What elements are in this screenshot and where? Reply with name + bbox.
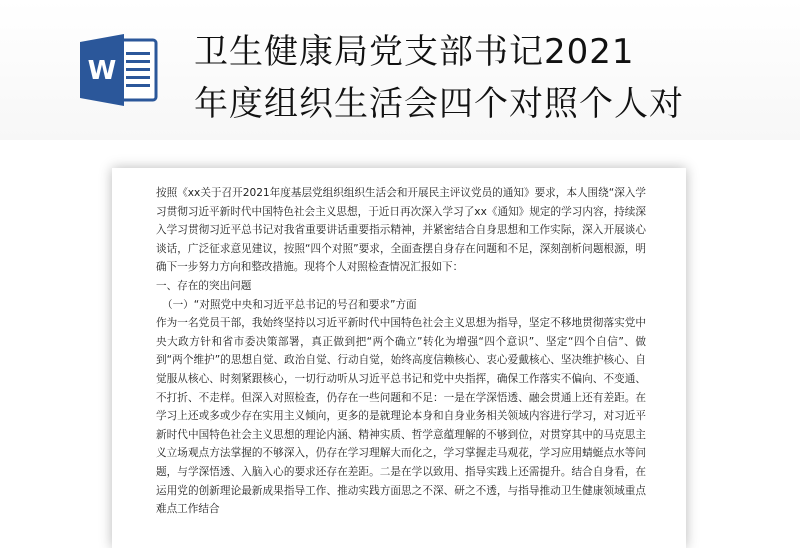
header-banner bbox=[0, 0, 800, 140]
intro-paragraph: 按照《xx关于召开2021年度基层党组织组织生活会和开展民主评议党员的通知》要求，本人围绕“深入学习贯彻习近平新时代中国特色社会主义思想，于近日再次深入学习了xx《通知》规定的学习内容，持续深入学习贯彻习近平总书记对我省重要讲话重要指示精神，并紧密结合自身思想和工作实际，深入开展谈心谈话，广泛征求意见建议，按照“四个对照”要求，全面查摆自身存在问题和不足，深刻剖析问题根源，明确下一步努力方向和整改措施。现将个人对照检查情况汇报如下： bbox=[156, 187, 646, 274]
title-line-2: 年度组织生活会四个对照个人对 bbox=[194, 84, 684, 124]
word-document-icon bbox=[78, 30, 164, 110]
word-icon-letter: W bbox=[87, 56, 117, 86]
document-body bbox=[156, 184, 646, 519]
title-line-1: 卫生健康局党支部书记2021 bbox=[194, 32, 635, 72]
body-paragraph: 作为一名党员干部，我始终坚持以习近平新时代中国特色社会主义思想为指导，坚定不移地贯彻落实党中央大政方针和省市委决策部署，真正做到把“两个确立”转化为增强“四个意识”、坚定“四个自信”、做到“两个维护”的思想自觉、政治自觉、行动自觉，始终高度信赖核心、衷心爱戴核心、坚决维护核心、自觉服从核心、时刻紧跟核心，一切行动听从习近平总书记和党中央指挥，确保工作落实不偏向、不变通、不打折、不走样。但深入对照检查，仍存在一些问题和不足：一是在学深悟透、融会贯通上还有差距。在学习上还或多或少存在实用主义倾向，更多的是就理论本身和自身业务相关领域内容进行学习，对习近平新时代中国特色社会主义思想的理论内涵、精神实质、哲学意蕴理解的不够到位，对贯穿其中的马克思主义立场观点方法掌握的不够深入，仍存在学习理解大而化之，学习掌握走马观花，学习应用蜻蜓点水等问题，与学深悟透、入脑入心的要求还存在差距。二是在学以致用、指导实践上还需提升。结合自身看，在运用党的创新理论最新成果指导工作、推动实践方面思之不深、研之不透，与指导推动卫生健康领域重点难点工作结合 bbox=[156, 317, 646, 516]
subsection-heading: （一）“对照党中央和习近平总书记的号召和要求”方面 bbox=[162, 298, 417, 311]
section-heading: 一、存在的突出问题 bbox=[156, 279, 252, 292]
document-page bbox=[112, 168, 686, 548]
page-title bbox=[194, 26, 784, 130]
